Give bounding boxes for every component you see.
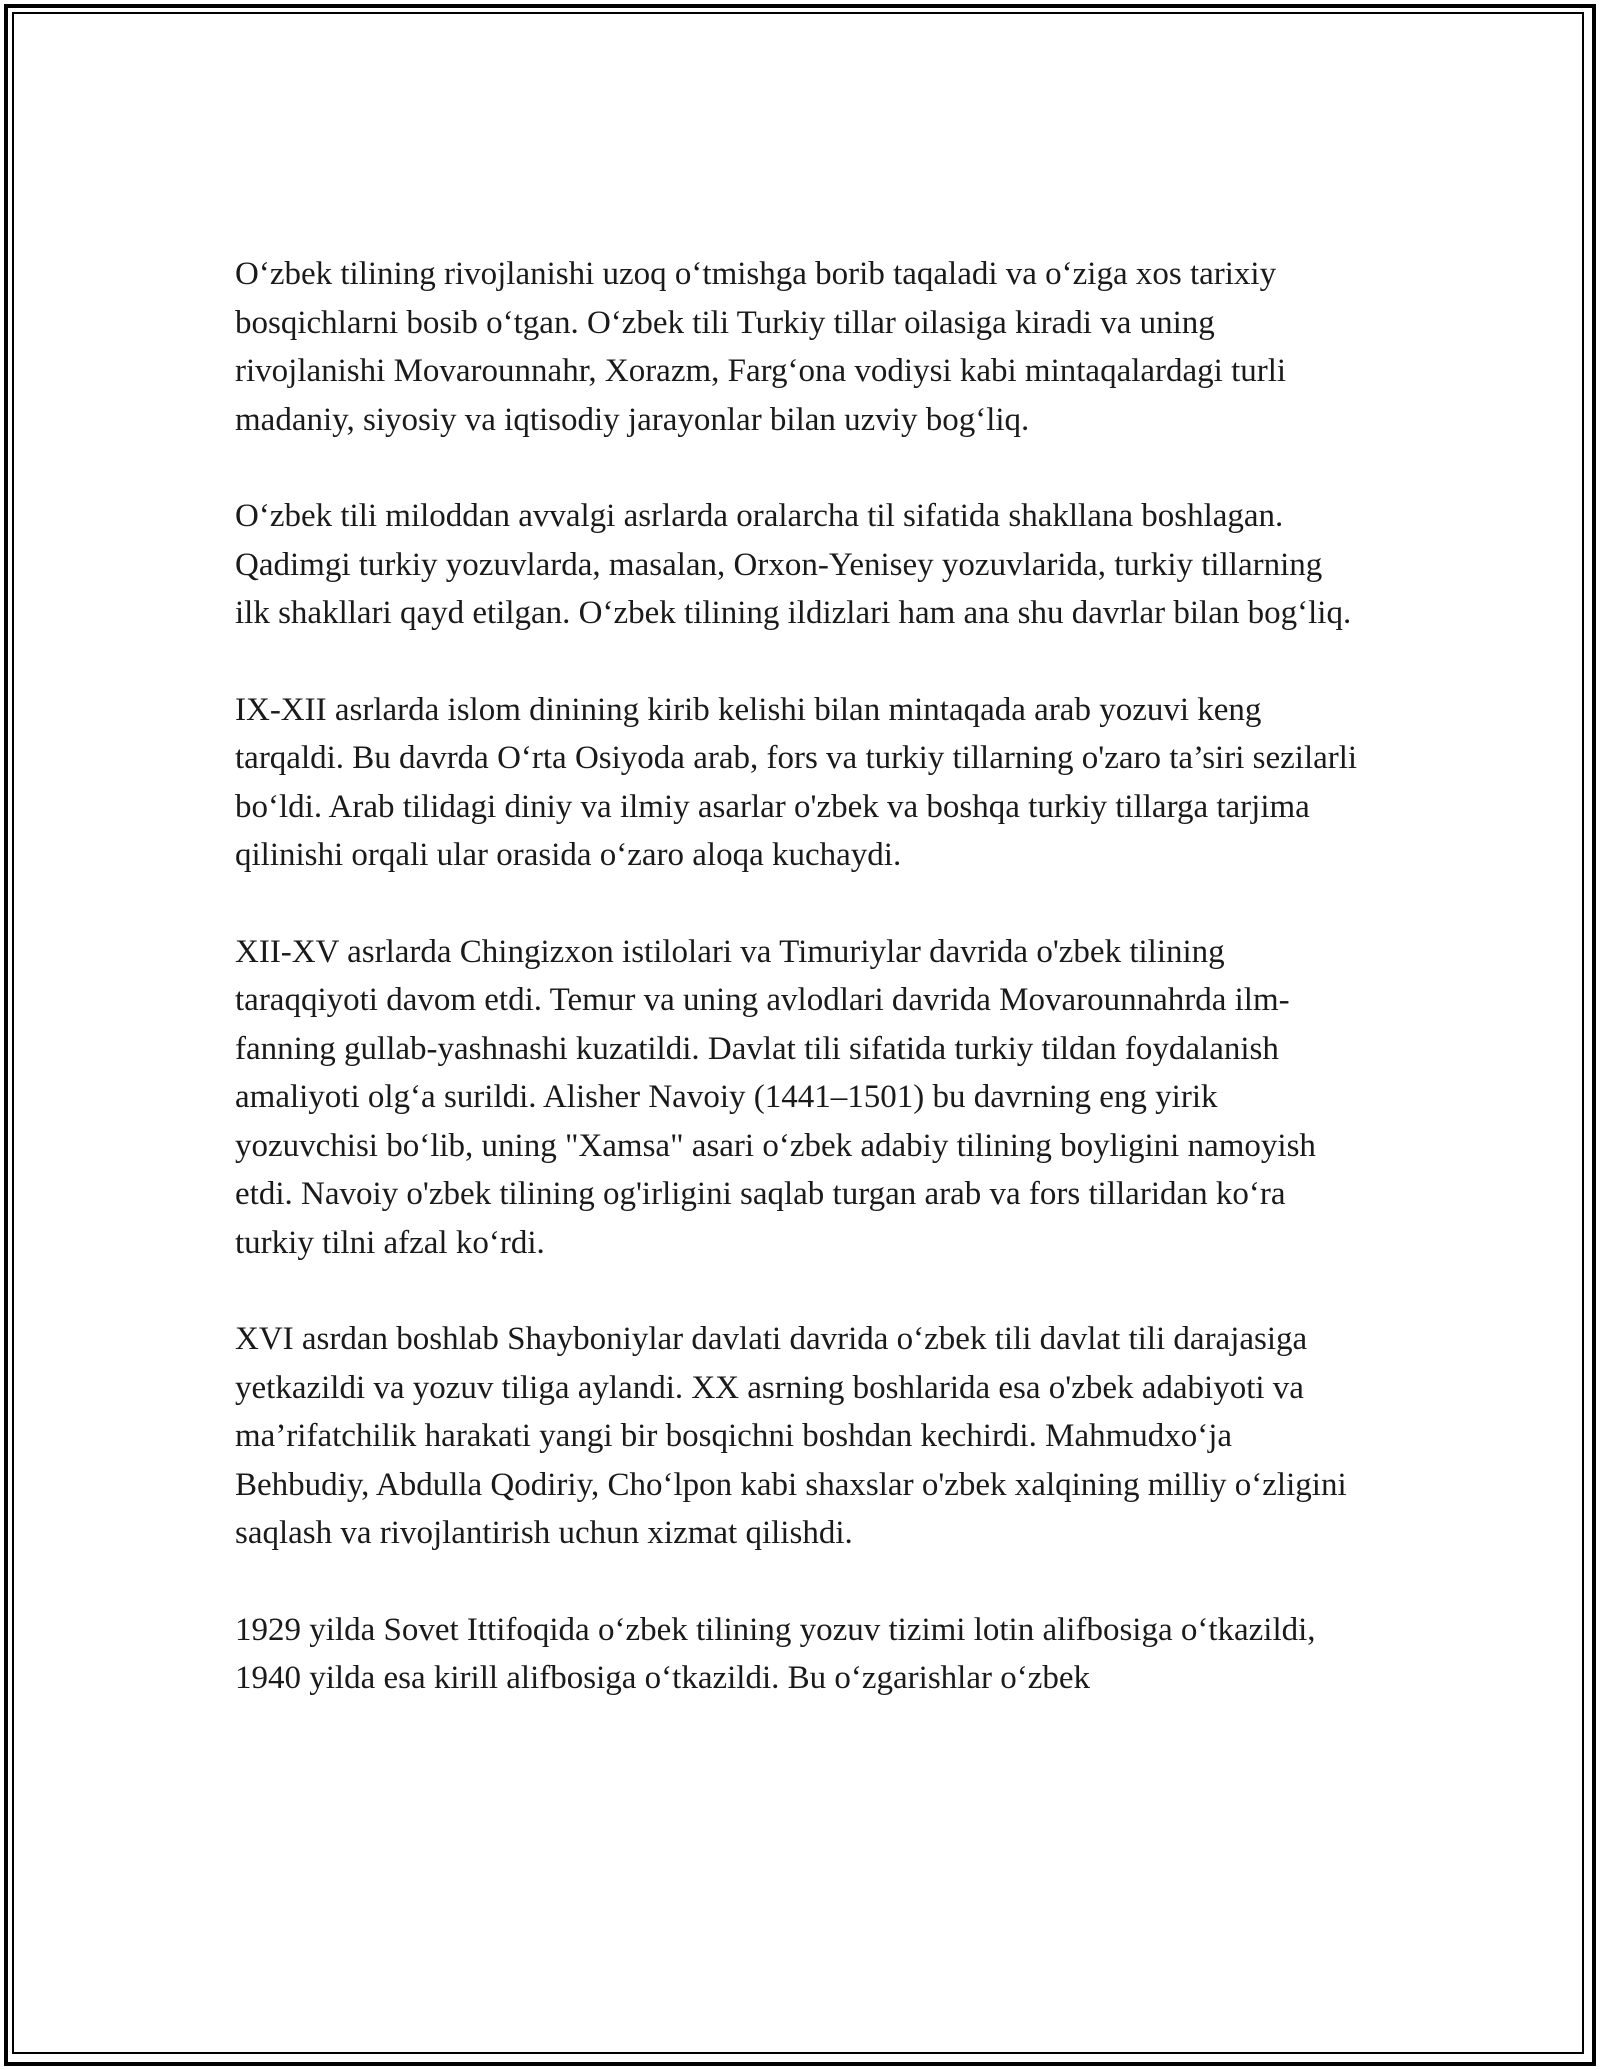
document-body <box>235 250 1365 1751</box>
paragraph-1: O‘zbek tilining rivojlanishi uzoq o‘tmishga borib taqaladi va o‘ziga xos tarixiy bosqichlarni bosib o‘tgan. O‘zbek tili Turkiy tillar oilasiga kiradi va uning rivojlanishi Movarounnahr, Xorazm, Farg‘ona vodiysi kabi mintaqalardagi turli madaniy, siyosiy va iqtisodiy jarayonlar bilan uzviy bog‘liq. <box>235 256 1287 438</box>
paragraph-4: XII-XV asrlarda Chingizxon istilolari va Timuriylar davrida o'zbek tilining taraqqiyoti davom etdi. Temur va uning avlodlari davrida Movarounnahrda ilm-fanning gullab-yashnashi kuzatildi. Davlat tili sifatida turkiy tildan foydalanish amaliyoti olg‘a surildi. Alisher Navoiy (1441–1501) bu davrning eng yirik yozuvchisi bo‘lib, uning "Xamsa" asari o‘zbek adabiy tilining boyligini namoyish etdi. Navoiy o'zbek tilining og'irligini saqlab turgan arab va fors tillaridan ko‘ra turkiy tilni afzal ko‘rdi. <box>235 933 1316 1261</box>
paragraph-6: 1929 yilda Sovet Ittifoqida o‘zbek tilining yozuv tizimi lotin alifbosiga o‘tkazildi, 1940 yilda esa kirill alifbosiga o‘tkazildi. Bu o‘zgarishlar o‘zbek <box>235 1611 1316 1696</box>
paragraph-5: XVI asrdan boshlab Shayboniylar davlati davrida o‘zbek tili davlat tili darajasiga yetkazildi va yozuv tiliga aylandi. XX asrning boshlarida esa o'zbek adabiyoti va ma’rifatchilik harakati yangi bir bosqichni boshdan kechirdi. Mahmudxo‘ja Behbudiy, Abdulla Qodiriy, Cho‘lpon kabi shaxslar o'zbek xalqining milliy o‘zligini saqlash va rivojlantirish uchun xizmat qilishdi. <box>235 1321 1347 1551</box>
paragraph-3: IX-XII asrlarda islom dinining kirib kelishi bilan mintaqada arab yozuvi keng tarqaldi. Bu davrda O‘rta Osiyoda arab, fors va turkiy tillarning o'zaro ta’siri sezilarli bo‘ldi. Arab tilidagi diniy va ilmiy asarlar o'zbek va boshqa turkiy tillarga tarjima qilinishi orqali ular orasida o‘zaro aloqa kuchaydi. <box>235 691 1358 873</box>
paragraph-2: O‘zbek tili miloddan avvalgi asrlarda oralarcha til sifatida shakllana boshlagan. Qadimgi turkiy yozuvlarda, masalan, Orxon-Yenisey yozuvlarida, turkiy tillarning ilk shakllari qayd etilgan. O‘zbek tilining ildizlari ham ana shu davrlar bilan bog‘liq. <box>235 498 1352 631</box>
